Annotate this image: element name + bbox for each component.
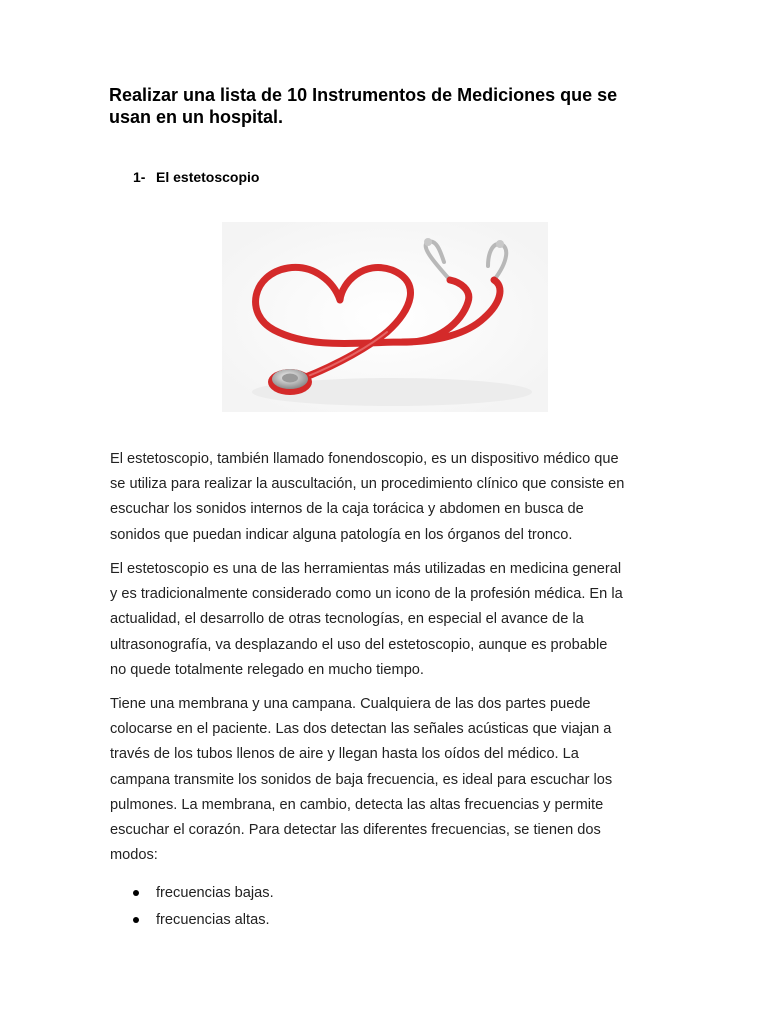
paragraph-line: pulmones. La membrana, en cambio, detecta las altas frecuencias y permite — [110, 796, 604, 813]
section-number: 1- — [133, 169, 146, 185]
paragraph-line: ultrasonografía, va desplazando el uso del estetoscopio, aunque es probable — [110, 636, 608, 653]
chest-piece — [268, 369, 312, 395]
section-heading — [133, 168, 259, 186]
paragraph — [110, 557, 670, 683]
paragraph-line: colocarse en el paciente. Las dos detectan las señales acústicas que viajan a — [110, 721, 612, 738]
paragraph-line: campana transmite los sonidos de baja frecuencia, es ideal para escuchar los — [110, 771, 613, 788]
document-title — [109, 84, 649, 128]
bullet-icon — [133, 917, 139, 923]
paragraph-line: sonidos que puedan indicar alguna patología en los órganos del tronco. — [110, 526, 573, 543]
paragraph — [110, 692, 670, 868]
list-item — [110, 907, 630, 934]
bullet-list — [110, 880, 630, 934]
list-item-label: frecuencias altas. — [156, 912, 270, 928]
paragraph-line: y es tradicionalmente considerado como un icono de la profesión médica. En la — [110, 586, 623, 603]
document-title-line: Realizar una lista de 10 Instrumentos de Mediciones que se — [109, 85, 618, 105]
section-heading-label: El estetoscopio — [156, 169, 260, 185]
paragraph-line: Tiene una membrana y una campana. Cualquiera de las dos partes puede — [110, 696, 591, 712]
paragraph-line: través de los tubos llenos de aire y llegan hasta los oídos del médico. La — [110, 746, 579, 763]
document-title-line: usan en un hospital. — [109, 107, 284, 127]
paragraph-line: no quede totalmente relegado en mucho tiempo. — [110, 661, 424, 678]
stethoscope-heart-icon — [222, 222, 548, 412]
paragraph-line: escuchar los sonidos internos de la caja torácica y abdomen en busca de — [110, 501, 584, 518]
list-item-label: frecuencias bajas. — [156, 885, 274, 901]
paragraph-line: actualidad, el desarrollo de otras tecnologías, en especial el avance de la — [110, 611, 584, 628]
list-item — [110, 880, 630, 907]
stethoscope-figure — [222, 222, 548, 412]
paragraph-line: El estetoscopio es una de las herramientas más utilizadas en medicina general — [110, 561, 622, 577]
paragraph-line: El estetoscopio, también llamado fonendoscopio, es un dispositivo médico que — [110, 451, 619, 467]
paragraph — [110, 447, 670, 548]
bullet-icon — [133, 890, 139, 896]
paragraph-line: se utiliza para realizar la auscultación, un procedimiento clínico que consiste en — [110, 476, 625, 493]
paragraph-line: escuchar el corazón. Para detectar las diferentes frecuencias, se tienen dos — [110, 822, 601, 839]
paragraph-line: modos: — [110, 847, 158, 864]
